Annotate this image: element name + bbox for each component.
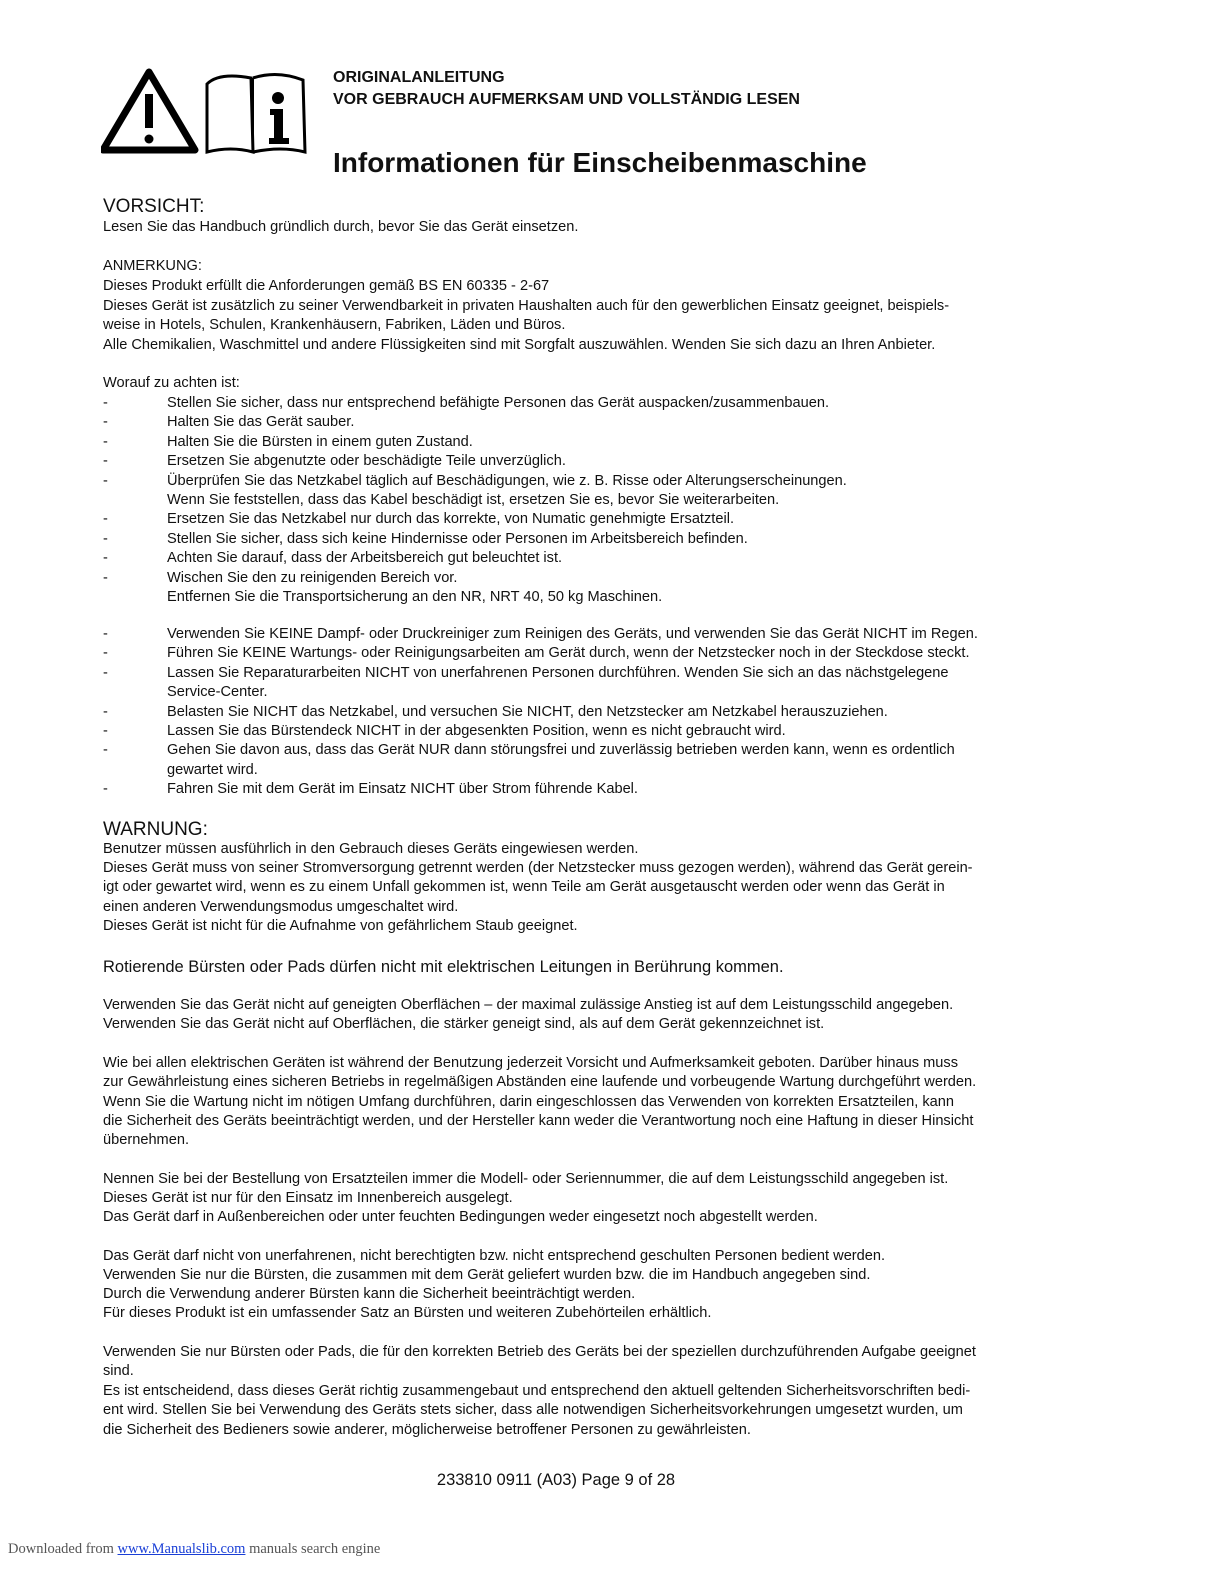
- paragraph-line: Verwenden Sie das Gerät nicht auf geneigten Oberflächen – der maximal zulässige Anstieg ist auf dem Leistungsschild angegeben.: [103, 997, 954, 1013]
- list-item: - Belasten Sie NICHT das Netzkabel, und versuchen Sie NICHT, den Netzstecker am Netzkabel herauszuziehen.: [103, 703, 888, 720]
- paragraph-line: die Sicherheit des Geräts beeinträchtigt werden, und der Hersteller kann weder die Verantwortung noch eine Haftung in dieser Hinsicht: [103, 1113, 974, 1129]
- list-item: - Fahren Sie mit dem Gerät im Einsatz NICHT über Strom führende Kabel.: [103, 781, 638, 798]
- page-title: Informationen für Einscheibenmaschine: [333, 147, 867, 178]
- warnung-line: Benutzer müssen ausführlich in den Gebrauch dieses Geräts eingewiesen werden.: [103, 841, 639, 857]
- anmerkung-line: Dieses Produkt erfüllt die Anforderungen gemäß BS EN 60335 - 2-67: [103, 278, 550, 294]
- vorsicht-text: Lesen Sie das Handbuch gründlich durch, bevor Sie das Gerät einsetzen.: [103, 219, 579, 235]
- download-prefix: Downloaded from: [8, 1541, 114, 1557]
- paragraph-line: Verwenden Sie nur Bürsten oder Pads, die für den korrekten Betrieb des Geräts bei der speziellen durchzuführenden Aufgabe geeignet: [103, 1344, 976, 1360]
- checklist-2: [103, 625, 1103, 800]
- download-footer: [8, 1541, 380, 1558]
- list-item: - Achten Sie darauf, dass der Arbeitsbereich gut beleuchtet ist.: [103, 550, 563, 567]
- paragraph-line: sind.: [103, 1363, 134, 1379]
- manualslib-link[interactable]: www.Manualslib.com: [117, 1541, 246, 1557]
- page-number: 233810 0911 (A03) Page 9 of 28: [436, 1471, 676, 1489]
- anmerkung-line: Alle Chemikalien, Waschmittel und andere Flüssigkeiten sind mit Sorgfalt auszuwählen. Wenden Sie sich dazu an Ihren Anbieter.: [103, 337, 936, 353]
- list-item: - Ersetzen Sie abgenutzte oder beschädigte Teile unverzüglich.: [103, 453, 566, 470]
- list-item: - Halten Sie die Bürsten in einem guten Zustand.: [103, 433, 473, 450]
- list-item: - Halten Sie das Gerät sauber.: [103, 414, 355, 431]
- list-item: - Verwenden Sie KEINE Dampf- oder Druckreiniger zum Reinigen des Geräts, und verwenden Sie das Gerät NICHT im Regen.: [103, 626, 978, 642]
- paragraph-line: ent wird. Stellen Sie bei Verwendung des Geräts stets sicher, dass alle notwendigen Sicherheitsvorkehrungen umgesetzt wurden, um: [103, 1402, 963, 1418]
- paragraph-line: die Sicherheit des Bedieners sowie anderer, möglicherweise betroffener Personen zu gewährleisten.: [103, 1422, 751, 1438]
- warnung-emphasis: Rotierende Bürsten oder Pads dürfen nicht mit elektrischen Leitungen in Berührung kommen.: [103, 958, 784, 976]
- list-item-continuation: Wenn Sie feststellen, dass das Kabel beschädigt ist, ersetzen Sie es, bevor Sie weiterarbeiten.: [167, 492, 780, 509]
- download-suffix: manuals search engine: [249, 1541, 381, 1557]
- header-subtitle-1: ORIGINALANLEITUNG: [333, 69, 505, 86]
- anmerkung-heading: ANMERKUNG:: [103, 258, 202, 274]
- list-item: - Lassen Sie Reparaturarbeiten NICHT von unerfahrenen Personen durchführen. Wenden Sie sich an das nächstgelegene: [103, 664, 949, 681]
- list-item: - Stellen Sie sicher, dass nur entsprechend befähigte Personen das Gerät auspacken/zusammenbauen.: [103, 395, 829, 411]
- vorsicht-heading: VORSICHT:: [103, 196, 205, 217]
- manual-info-book-icon: [207, 74, 305, 152]
- warnung-line: Dieses Gerät ist nicht für die Aufnahme von gefährlichem Staub geeignet.: [103, 918, 578, 934]
- warning-triangle-icon: [103, 72, 195, 150]
- warnung-heading: WARNUNG:: [103, 819, 208, 840]
- worauf-intro: Worauf zu achten ist:: [103, 375, 240, 391]
- paragraph-line: Es ist entscheidend, dass dieses Gerät richtig zusammengebaut und entsprechend den aktuell geltenden Sicherheitsvorschriften bedi-: [103, 1383, 971, 1399]
- paragraph-line: zur Gewährleistung eines sicheren Betriebs in regelmäßigen Abständen eine laufende und vorbeugende Wartung durchgeführt werden.: [103, 1074, 977, 1090]
- paragraph-line: Für dieses Produkt ist ein umfassender Satz an Bürsten und weiteren Zubehörteilen erhältlich.: [103, 1305, 712, 1321]
- list-item: - Führen Sie KEINE Wartungs- oder Reinigungsarbeiten am Gerät durch, wenn der Netzstecker noch in der Steckdose steckt.: [103, 645, 970, 662]
- list-item: - Stellen Sie sicher, dass sich keine Hindernisse oder Personen im Arbeitsbereich befinden.: [103, 530, 748, 547]
- warnung-line: igt oder gewartet wird, wenn es zu einem Unfall gekommen ist, wenn Teile am Gerät ausgetauscht werden oder wenn das Gerät in: [103, 879, 945, 895]
- list-item: - Ersetzen Sie das Netzkabel nur durch das korrekte, von Numatic genehmigte Ersatzteil.: [103, 511, 734, 528]
- anmerkung-line: Dieses Gerät ist zusätzlich zu seiner Verwendbarkeit in privaten Haushalten auch für den gewerblichen Einsatz geeignet, beispiels-: [103, 298, 950, 314]
- checklist-1: [103, 394, 1103, 607]
- paragraph-line: Das Gerät darf nicht von unerfahrenen, nicht berechtigten bzw. nicht entsprechend geschulten Personen bedient werden.: [103, 1248, 886, 1264]
- paragraph-line: Verwenden Sie nur die Bürsten, die zusammen mit dem Gerät geliefert wurden bzw. die im Handbuch angegeben sind.: [103, 1267, 871, 1283]
- paragraph-line: Nennen Sie bei der Bestellung von Ersatzteilen immer die Modell- oder Seriennummer, die auf dem Leistungsschild angegeben ist.: [103, 1171, 949, 1187]
- header-icons: [101, 66, 311, 156]
- list-item-continuation: Entfernen Sie die Transportsicherung an den NR, NRT 40, 50 kg Maschinen.: [167, 589, 663, 606]
- list-item-continuation: Service-Center.: [167, 684, 268, 701]
- paragraph-line: Das Gerät darf in Außenbereichen oder unter feuchten Bedingungen weder eingesetzt noch abgestellt werden.: [103, 1209, 818, 1225]
- list-item: - Überprüfen Sie das Netzkabel täglich auf Beschädigungen, wie z. B. Risse oder Alterungserscheinungen.: [103, 472, 847, 489]
- list-item: - Gehen Sie davon aus, dass das Gerät NUR dann störungsfrei und zuverlässig betrieben werden kann, wenn es ordentlich: [103, 742, 955, 759]
- warnung-line: Dieses Gerät muss von seiner Stromversorgung getrennt werden (der Netzstecker muss gezogen werden), während das Gerät gerein-: [103, 860, 973, 876]
- paragraph-line: Wie bei allen elektrischen Geräten ist während der Benutzung jederzeit Vorsicht und Aufmerksamkeit geboten. Darüber hinaus muss: [103, 1055, 959, 1071]
- warnung-line: einen anderen Verwendungsmodus umgeschaltet wird.: [103, 899, 459, 915]
- paragraph-line: Verwenden Sie das Gerät nicht auf Oberflächen, die stärker geneigt sind, als auf dem Gerät gekennzeichnet ist.: [103, 1016, 825, 1032]
- header-subtitle-2: VOR GEBRAUCH AUFMERKSAM UND VOLLSTÄNDIG LESEN: [333, 91, 800, 108]
- list-item-continuation: gewartet wird.: [167, 761, 258, 778]
- paragraph-line: Dieses Gerät ist nur für den Einsatz im Innenbereich ausgelegt.: [103, 1190, 513, 1206]
- paragraph-line: übernehmen.: [103, 1132, 190, 1148]
- list-item: - Wischen Sie den zu reinigenden Bereich vor.: [103, 569, 458, 586]
- list-item: - Lassen Sie das Bürstendeck NICHT in der abgesenkten Position, wenn es nicht gebraucht wird.: [103, 723, 786, 740]
- anmerkung-line: weise in Hotels, Schulen, Krankenhäusern, Fabriken, Läden und Büros.: [103, 317, 566, 333]
- paragraph-line: Wenn Sie die Wartung nicht im nötigen Umfang durchführen, darin eingeschlossen das Verwenden von korrekten Ersatzteilen, kann: [103, 1094, 954, 1110]
- paragraph-line: Durch die Verwendung anderer Bürsten kann die Sicherheit beeinträchtigt werden.: [103, 1286, 636, 1302]
